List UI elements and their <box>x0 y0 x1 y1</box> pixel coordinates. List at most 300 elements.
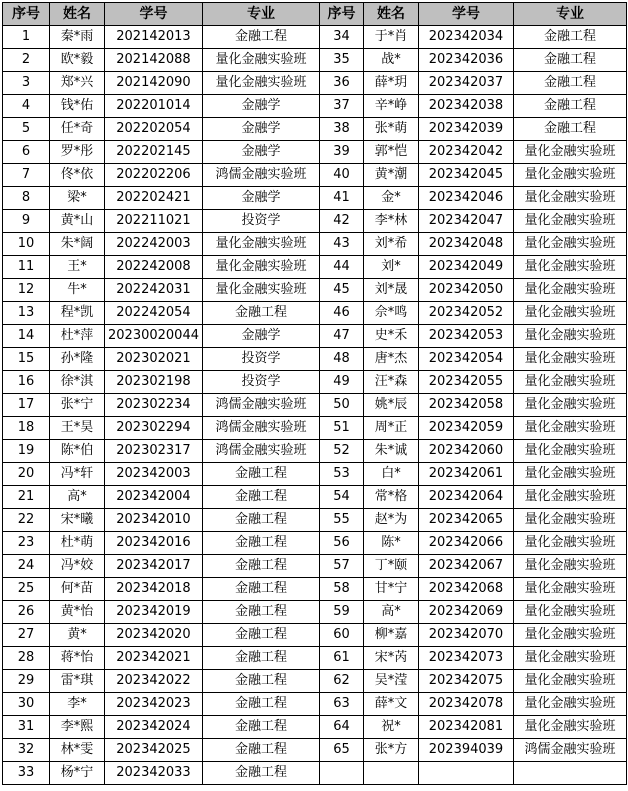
cell-name: 丁*颐 <box>364 555 419 578</box>
cell-name: 徐*淇 <box>50 371 105 394</box>
cell-name: 白* <box>364 463 419 486</box>
cell-name: 刘*希 <box>364 233 419 256</box>
cell-major: 量化金融实验班 <box>514 417 627 440</box>
cell-name: 周*正 <box>364 417 419 440</box>
cell-index: 60 <box>320 624 364 647</box>
cell-index: 55 <box>320 509 364 532</box>
cell-student-id: 202342054 <box>419 348 514 371</box>
cell-index: 15 <box>3 348 50 371</box>
cell-student-id: 202342021 <box>105 647 203 670</box>
cell-name: 孙*隆 <box>50 348 105 371</box>
cell-name: 唐*杰 <box>364 348 419 371</box>
cell-major: 金融工程 <box>203 739 320 762</box>
cell-index: 12 <box>3 279 50 302</box>
cell-name: 程*凯 <box>50 302 105 325</box>
header-student-id: 学号 <box>105 3 203 26</box>
cell-name: 王*昊 <box>50 417 105 440</box>
cell-name: 梁* <box>50 187 105 210</box>
cell-major <box>514 762 627 785</box>
table-row <box>3 463 627 486</box>
cell-index <box>320 762 364 785</box>
cell-student-id: 202342036 <box>419 49 514 72</box>
cell-index: 31 <box>3 716 50 739</box>
cell-student-id: 202342037 <box>419 72 514 95</box>
cell-major: 投资学 <box>203 348 320 371</box>
cell-name: 宋*芮 <box>364 647 419 670</box>
cell-student-id: 202342039 <box>419 118 514 141</box>
header-major: 专业 <box>514 3 627 26</box>
cell-index: 46 <box>320 302 364 325</box>
table-row <box>3 762 627 785</box>
cell-index: 59 <box>320 601 364 624</box>
roster-body <box>3 26 627 785</box>
cell-major: 量化金融实验班 <box>514 394 627 417</box>
cell-name: 陈*伯 <box>50 440 105 463</box>
table-row <box>3 325 627 348</box>
cell-major: 鸿儒金融实验班 <box>203 164 320 187</box>
cell-name: 张*萌 <box>364 118 419 141</box>
cell-name: 史*禾 <box>364 325 419 348</box>
header-major: 专业 <box>203 3 320 26</box>
table-row <box>3 555 627 578</box>
cell-major: 金融工程 <box>203 578 320 601</box>
cell-major: 金融工程 <box>203 762 320 785</box>
cell-major: 量化金融实验班 <box>514 141 627 164</box>
cell-major: 金融工程 <box>203 463 320 486</box>
cell-major: 量化金融实验班 <box>514 279 627 302</box>
cell-name: 郑*兴 <box>50 72 105 95</box>
cell-major: 金融工程 <box>203 624 320 647</box>
table-row <box>3 95 627 118</box>
cell-student-id: 202342010 <box>105 509 203 532</box>
cell-student-id: 202342060 <box>419 440 514 463</box>
cell-name: 秦*雨 <box>50 26 105 49</box>
cell-major: 金融工程 <box>203 716 320 739</box>
header-index: 序号 <box>320 3 364 26</box>
cell-student-id: 202342016 <box>105 532 203 555</box>
cell-student-id: 202202206 <box>105 164 203 187</box>
cell-major: 鸿儒金融实验班 <box>203 417 320 440</box>
cell-name: 欧*毅 <box>50 49 105 72</box>
table-row <box>3 532 627 555</box>
cell-student-id: 202342022 <box>105 670 203 693</box>
cell-student-id: 202302317 <box>105 440 203 463</box>
table-row <box>3 210 627 233</box>
cell-major: 量化金融实验班 <box>514 325 627 348</box>
cell-index: 33 <box>3 762 50 785</box>
cell-student-id: 202342019 <box>105 601 203 624</box>
table-row <box>3 601 627 624</box>
cell-index: 63 <box>320 693 364 716</box>
cell-major: 量化金融实验班 <box>514 302 627 325</box>
cell-name: 金* <box>364 187 419 210</box>
student-roster-table <box>2 2 627 785</box>
cell-name: 赵*为 <box>364 509 419 532</box>
cell-name: 雷*琪 <box>50 670 105 693</box>
cell-student-id: 202142088 <box>105 49 203 72</box>
cell-student-id: 202342053 <box>419 325 514 348</box>
cell-major: 金融学 <box>203 118 320 141</box>
cell-student-id: 202302294 <box>105 417 203 440</box>
cell-major: 金融学 <box>203 325 320 348</box>
cell-name: 李*熙 <box>50 716 105 739</box>
cell-index: 35 <box>320 49 364 72</box>
cell-student-id: 202342075 <box>419 670 514 693</box>
cell-student-id: 202302234 <box>105 394 203 417</box>
cell-name: 薛*玥 <box>364 72 419 95</box>
table-row <box>3 647 627 670</box>
cell-student-id: 202342047 <box>419 210 514 233</box>
cell-major: 量化金融实验班 <box>514 693 627 716</box>
cell-major: 量化金融实验班 <box>203 49 320 72</box>
cell-name: 任*奇 <box>50 118 105 141</box>
table-row <box>3 716 627 739</box>
table-row <box>3 578 627 601</box>
cell-name: 宋*曦 <box>50 509 105 532</box>
cell-major: 金融工程 <box>203 302 320 325</box>
cell-major: 量化金融实验班 <box>514 716 627 739</box>
cell-index: 53 <box>320 463 364 486</box>
cell-index: 41 <box>320 187 364 210</box>
cell-student-id: 202394039 <box>419 739 514 762</box>
table-row <box>3 394 627 417</box>
cell-student-id: 202142013 <box>105 26 203 49</box>
cell-index: 34 <box>320 26 364 49</box>
cell-student-id: 202342064 <box>419 486 514 509</box>
cell-index: 10 <box>3 233 50 256</box>
cell-index: 65 <box>320 739 364 762</box>
cell-major: 金融工程 <box>203 693 320 716</box>
cell-index: 25 <box>3 578 50 601</box>
table-row <box>3 26 627 49</box>
cell-student-id: 202342061 <box>419 463 514 486</box>
cell-index: 4 <box>3 95 50 118</box>
cell-major: 投资学 <box>203 371 320 394</box>
cell-index: 58 <box>320 578 364 601</box>
cell-index: 14 <box>3 325 50 348</box>
cell-name: 刘*晟 <box>364 279 419 302</box>
cell-student-id: 202342025 <box>105 739 203 762</box>
cell-student-id: 202342065 <box>419 509 514 532</box>
cell-student-id: 202242031 <box>105 279 203 302</box>
cell-index: 24 <box>3 555 50 578</box>
cell-major: 量化金融实验班 <box>514 555 627 578</box>
table-row <box>3 256 627 279</box>
cell-student-id: 202342033 <box>105 762 203 785</box>
cell-major: 量化金融实验班 <box>514 187 627 210</box>
cell-index: 6 <box>3 141 50 164</box>
cell-name: 姚*辰 <box>364 394 419 417</box>
cell-major: 金融工程 <box>203 670 320 693</box>
cell-index: 56 <box>320 532 364 555</box>
cell-student-id: 202342069 <box>419 601 514 624</box>
cell-student-id: 202342066 <box>419 532 514 555</box>
cell-major: 量化金融实验班 <box>514 371 627 394</box>
cell-index: 16 <box>3 371 50 394</box>
cell-name: 李* <box>50 693 105 716</box>
table-row <box>3 624 627 647</box>
cell-index: 44 <box>320 256 364 279</box>
table-row <box>3 118 627 141</box>
cell-student-id: 202342055 <box>419 371 514 394</box>
cell-student-id: 202302198 <box>105 371 203 394</box>
cell-major: 量化金融实验班 <box>203 279 320 302</box>
cell-student-id: 202342052 <box>419 302 514 325</box>
cell-major: 金融工程 <box>203 647 320 670</box>
cell-student-id: 20230020044 <box>105 325 203 348</box>
cell-name: 何*苗 <box>50 578 105 601</box>
cell-major: 金融工程 <box>514 49 627 72</box>
table-row <box>3 302 627 325</box>
table-row <box>3 279 627 302</box>
cell-index: 18 <box>3 417 50 440</box>
cell-major: 量化金融实验班 <box>514 486 627 509</box>
cell-major: 量化金融实验班 <box>514 440 627 463</box>
cell-student-id: 202302021 <box>105 348 203 371</box>
table-row <box>3 509 627 532</box>
cell-name: 冯*姣 <box>50 555 105 578</box>
cell-index: 3 <box>3 72 50 95</box>
cell-major: 量化金融实验班 <box>514 647 627 670</box>
cell-name: 战* <box>364 49 419 72</box>
cell-major: 量化金融实验班 <box>514 624 627 647</box>
cell-major: 量化金融实验班 <box>514 164 627 187</box>
cell-major: 金融工程 <box>203 532 320 555</box>
cell-student-id: 202342059 <box>419 417 514 440</box>
cell-name: 黄* <box>50 624 105 647</box>
table-row <box>3 187 627 210</box>
cell-name: 汪*森 <box>364 371 419 394</box>
cell-student-id: 202242054 <box>105 302 203 325</box>
table-row <box>3 233 627 256</box>
cell-major: 量化金融实验班 <box>514 233 627 256</box>
cell-index: 52 <box>320 440 364 463</box>
cell-student-id: 202342023 <box>105 693 203 716</box>
cell-name: 林*雯 <box>50 739 105 762</box>
cell-major: 金融工程 <box>203 486 320 509</box>
cell-index: 30 <box>3 693 50 716</box>
cell-student-id: 202201014 <box>105 95 203 118</box>
cell-major: 金融工程 <box>203 555 320 578</box>
cell-student-id: 202342058 <box>419 394 514 417</box>
cell-student-id: 202342073 <box>419 647 514 670</box>
cell-student-id: 202342068 <box>419 578 514 601</box>
cell-student-id <box>419 762 514 785</box>
cell-major: 金融学 <box>203 187 320 210</box>
cell-major: 量化金融实验班 <box>203 233 320 256</box>
cell-name: 黄*山 <box>50 210 105 233</box>
cell-name: 常*格 <box>364 486 419 509</box>
cell-name: 牛* <box>50 279 105 302</box>
cell-index: 36 <box>320 72 364 95</box>
cell-student-id: 202342038 <box>419 95 514 118</box>
cell-index: 20 <box>3 463 50 486</box>
cell-major: 金融工程 <box>514 72 627 95</box>
cell-major: 量化金融实验班 <box>514 210 627 233</box>
cell-student-id: 202142090 <box>105 72 203 95</box>
cell-student-id: 202342050 <box>419 279 514 302</box>
cell-index: 29 <box>3 670 50 693</box>
cell-major: 鸿儒金融实验班 <box>203 440 320 463</box>
cell-name: 杜*萌 <box>50 532 105 555</box>
cell-student-id: 202242003 <box>105 233 203 256</box>
cell-index: 11 <box>3 256 50 279</box>
cell-major: 量化金融实验班 <box>514 348 627 371</box>
cell-major: 金融工程 <box>514 95 627 118</box>
cell-major: 量化金融实验班 <box>514 463 627 486</box>
cell-name: 高* <box>364 601 419 624</box>
cell-index: 28 <box>3 647 50 670</box>
cell-name: 黄*潮 <box>364 164 419 187</box>
cell-index: 32 <box>3 739 50 762</box>
cell-name: 朱*诚 <box>364 440 419 463</box>
cell-major: 金融工程 <box>514 26 627 49</box>
cell-major: 量化金融实验班 <box>514 601 627 624</box>
cell-student-id: 202342046 <box>419 187 514 210</box>
table-row <box>3 49 627 72</box>
cell-name: 祝* <box>364 716 419 739</box>
cell-major: 量化金融实验班 <box>203 256 320 279</box>
table-row <box>3 348 627 371</box>
cell-major: 量化金融实验班 <box>514 578 627 601</box>
cell-student-id: 202242008 <box>105 256 203 279</box>
cell-index: 39 <box>320 141 364 164</box>
cell-student-id: 202342034 <box>419 26 514 49</box>
cell-name: 柳*嘉 <box>364 624 419 647</box>
table-row <box>3 486 627 509</box>
cell-index: 2 <box>3 49 50 72</box>
cell-index: 42 <box>320 210 364 233</box>
cell-major: 金融工程 <box>203 509 320 532</box>
cell-index: 51 <box>320 417 364 440</box>
cell-major: 量化金融实验班 <box>514 256 627 279</box>
cell-index: 47 <box>320 325 364 348</box>
cell-student-id: 202342004 <box>105 486 203 509</box>
table-row <box>3 141 627 164</box>
cell-major: 金融学 <box>203 95 320 118</box>
table-row <box>3 164 627 187</box>
cell-student-id: 202202054 <box>105 118 203 141</box>
cell-index: 54 <box>320 486 364 509</box>
table-row <box>3 739 627 762</box>
cell-major: 投资学 <box>203 210 320 233</box>
cell-student-id: 202342017 <box>105 555 203 578</box>
header-row <box>3 3 627 26</box>
cell-major: 量化金融实验班 <box>514 670 627 693</box>
cell-name: 佘*鸣 <box>364 302 419 325</box>
cell-student-id: 202342045 <box>419 164 514 187</box>
cell-index: 8 <box>3 187 50 210</box>
cell-index: 27 <box>3 624 50 647</box>
cell-name <box>364 762 419 785</box>
table-row <box>3 693 627 716</box>
cell-name: 冯*轩 <box>50 463 105 486</box>
table-row <box>3 440 627 463</box>
cell-major: 金融学 <box>203 141 320 164</box>
cell-index: 61 <box>320 647 364 670</box>
cell-student-id: 202342042 <box>419 141 514 164</box>
cell-student-id: 202211021 <box>105 210 203 233</box>
cell-index: 26 <box>3 601 50 624</box>
cell-index: 1 <box>3 26 50 49</box>
cell-name: 于*肖 <box>364 26 419 49</box>
header-student-id: 学号 <box>419 3 514 26</box>
cell-name: 黄*怡 <box>50 601 105 624</box>
cell-major: 鸿儒金融实验班 <box>203 394 320 417</box>
cell-student-id: 202202421 <box>105 187 203 210</box>
cell-index: 13 <box>3 302 50 325</box>
cell-major: 金融工程 <box>514 118 627 141</box>
cell-index: 62 <box>320 670 364 693</box>
cell-student-id: 202342070 <box>419 624 514 647</box>
cell-name: 王* <box>50 256 105 279</box>
cell-index: 64 <box>320 716 364 739</box>
cell-student-id: 202342081 <box>419 716 514 739</box>
cell-student-id: 202342020 <box>105 624 203 647</box>
cell-index: 57 <box>320 555 364 578</box>
cell-major: 量化金融实验班 <box>514 532 627 555</box>
cell-major: 金融工程 <box>203 601 320 624</box>
cell-name: 钱*佑 <box>50 95 105 118</box>
cell-name: 吴*滢 <box>364 670 419 693</box>
cell-index: 9 <box>3 210 50 233</box>
cell-student-id: 202342024 <box>105 716 203 739</box>
cell-name: 薛*文 <box>364 693 419 716</box>
cell-name: 甘*宁 <box>364 578 419 601</box>
cell-name: 刘* <box>364 256 419 279</box>
cell-index: 17 <box>3 394 50 417</box>
cell-index: 21 <box>3 486 50 509</box>
cell-index: 48 <box>320 348 364 371</box>
table-row <box>3 371 627 394</box>
table-row <box>3 417 627 440</box>
cell-index: 22 <box>3 509 50 532</box>
cell-major: 鸿儒金融实验班 <box>514 739 627 762</box>
cell-index: 37 <box>320 95 364 118</box>
cell-major: 量化金融实验班 <box>203 72 320 95</box>
cell-student-id: 202342049 <box>419 256 514 279</box>
cell-major: 量化金融实验班 <box>514 509 627 532</box>
cell-student-id: 202342067 <box>419 555 514 578</box>
cell-name: 朱*阔 <box>50 233 105 256</box>
table-row <box>3 670 627 693</box>
cell-index: 5 <box>3 118 50 141</box>
cell-name: 张*宁 <box>50 394 105 417</box>
cell-index: 49 <box>320 371 364 394</box>
cell-name: 佟*依 <box>50 164 105 187</box>
cell-student-id: 202342003 <box>105 463 203 486</box>
header-name: 姓名 <box>364 3 419 26</box>
cell-index: 19 <box>3 440 50 463</box>
cell-name: 蒋*怡 <box>50 647 105 670</box>
cell-index: 23 <box>3 532 50 555</box>
cell-name: 李*林 <box>364 210 419 233</box>
cell-name: 杨*宁 <box>50 762 105 785</box>
cell-index: 43 <box>320 233 364 256</box>
cell-name: 罗*彤 <box>50 141 105 164</box>
cell-index: 50 <box>320 394 364 417</box>
cell-student-id: 202342018 <box>105 578 203 601</box>
cell-name: 辛*峥 <box>364 95 419 118</box>
cell-name: 张*方 <box>364 739 419 762</box>
cell-name: 郭*恺 <box>364 141 419 164</box>
cell-index: 7 <box>3 164 50 187</box>
cell-index: 45 <box>320 279 364 302</box>
cell-name: 陈* <box>364 532 419 555</box>
cell-student-id: 202202145 <box>105 141 203 164</box>
cell-name: 杜*萍 <box>50 325 105 348</box>
cell-index: 40 <box>320 164 364 187</box>
